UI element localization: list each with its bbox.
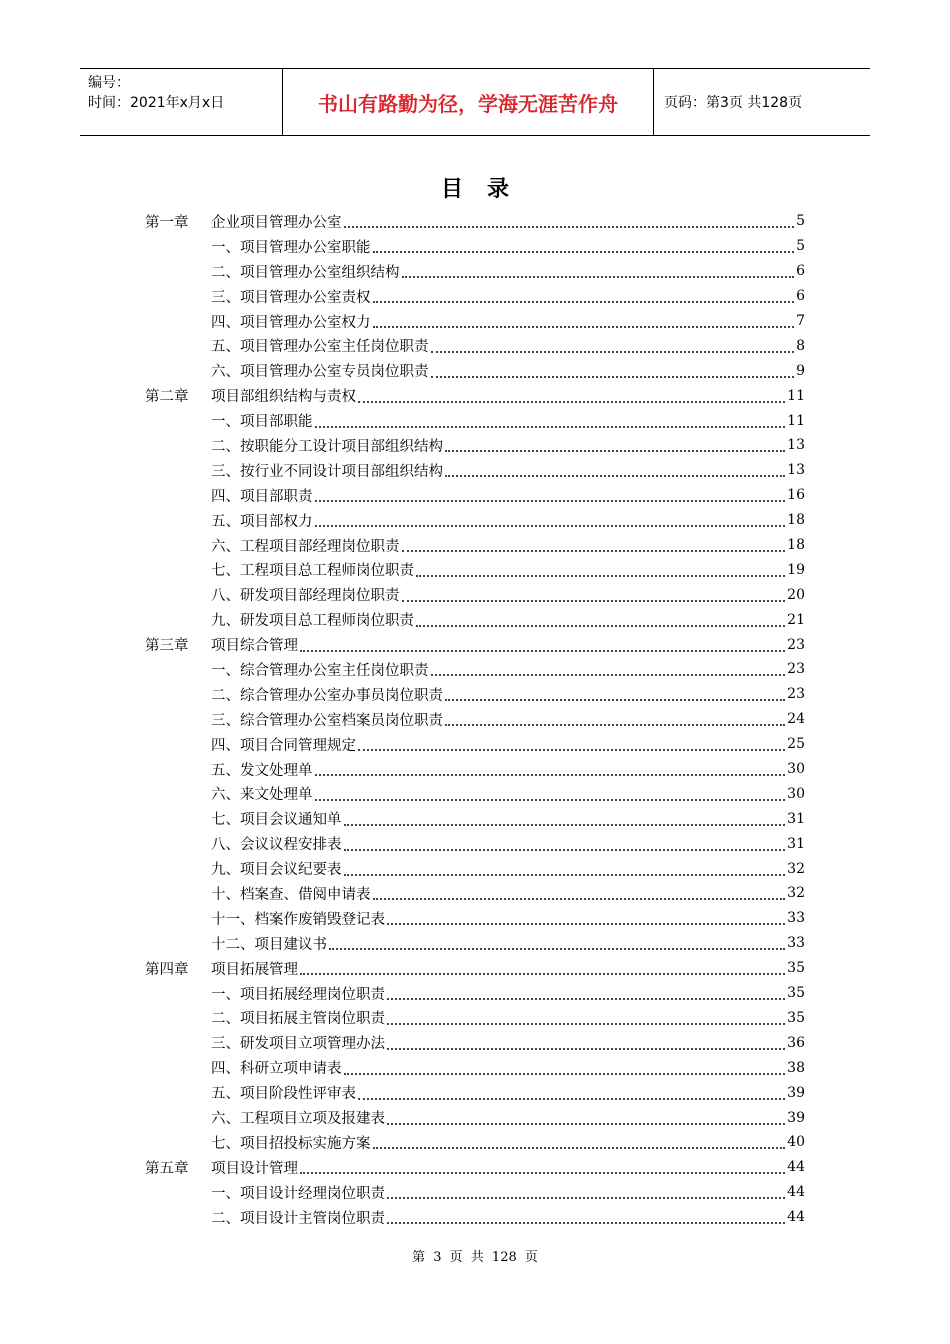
- toc-entry-title: 一、项目部职能: [211, 414, 313, 431]
- toc-leader-dots: [387, 1208, 785, 1224]
- toc-item-row[interactable]: [145, 483, 805, 508]
- toc-leader-dots: [358, 735, 785, 751]
- toc-leader-dots: [344, 810, 786, 826]
- toc-item-row[interactable]: [145, 508, 805, 533]
- toc-item-row[interactable]: [145, 1180, 805, 1205]
- toc-entry-title: 一、项目设计经理岗位职责: [211, 1185, 385, 1202]
- toc-entry-title: 十一、档案作废销毁登记表: [211, 911, 385, 928]
- toc-item-row[interactable]: [145, 1080, 805, 1105]
- toc-entry-title: 六、工程项目部经理岗位职责: [211, 538, 400, 555]
- toc-leader-dots: [445, 461, 785, 477]
- toc-item-row[interactable]: [145, 781, 805, 806]
- toc-entry-title: 三、综合管理办公室档案员岗位职责: [211, 712, 443, 729]
- header-page-info: 页码：第3页 共128页: [664, 95, 803, 111]
- toc-leader-dots: [416, 611, 785, 627]
- toc-item-row[interactable]: [145, 533, 805, 558]
- toc-entry-title: 六、来文处理单: [211, 787, 313, 804]
- toc-item-row[interactable]: [145, 1006, 805, 1031]
- toc-page-number: 23: [787, 636, 805, 653]
- toc-leader-dots: [344, 212, 795, 228]
- page-header: [80, 68, 870, 136]
- toc-entry-title: 五、项目阶段性评审表: [211, 1086, 356, 1103]
- toc-leader-dots: [300, 959, 785, 975]
- toc-page-number: 16: [787, 487, 805, 504]
- toc-entry-title: 十、档案查、借阅申请表: [211, 886, 371, 903]
- toc-leader-dots: [445, 685, 785, 701]
- serial-label: 编号：: [88, 75, 130, 91]
- toc-page-number: 39: [787, 1084, 805, 1101]
- toc-page-number: 19: [787, 561, 805, 578]
- toc-entry-title: 一、项目拓展经理岗位职责: [211, 986, 385, 1003]
- toc-leader-dots: [373, 1133, 786, 1149]
- toc-item-row[interactable]: [145, 981, 805, 1006]
- toc-leader-dots: [387, 1183, 785, 1199]
- toc-page-number: 11: [787, 412, 805, 429]
- toc-leader-dots: [315, 511, 786, 527]
- toc-item-row[interactable]: [145, 856, 805, 881]
- toc-chapter-row[interactable]: [145, 209, 805, 234]
- toc-page-number: 30: [787, 761, 805, 778]
- toc-entry-title: 二、项目拓展主管岗位职责: [211, 1011, 385, 1028]
- toc-leader-dots: [358, 1084, 785, 1100]
- toc-leader-dots: [315, 760, 786, 776]
- toc-page-number: 35: [787, 1009, 805, 1026]
- toc-leader-dots: [373, 287, 795, 303]
- toc-leader-dots: [431, 362, 795, 378]
- toc-item-row[interactable]: [145, 309, 805, 334]
- toc-page-number: 20: [787, 586, 805, 603]
- toc-page-number: 11: [787, 387, 805, 404]
- toc-chapter-number: 第二章: [145, 389, 189, 406]
- toc-item-row[interactable]: [145, 458, 805, 483]
- toc-item-row[interactable]: [145, 259, 805, 284]
- toc-item-row[interactable]: [145, 1105, 805, 1130]
- toc-page-number: 5: [796, 238, 805, 255]
- toc-page-number: 24: [787, 711, 805, 728]
- toc-page-number: 8: [796, 337, 805, 354]
- toc-leader-dots: [445, 436, 785, 452]
- toc-entry-title: 二、按职能分工设计项目部组织结构: [211, 438, 443, 455]
- toc-page-number: 13: [787, 462, 805, 479]
- toc-leader-dots: [387, 1009, 785, 1025]
- toc-chapter-number: 第三章: [145, 638, 189, 655]
- toc-chapter-row[interactable]: [145, 632, 805, 657]
- toc-entry-title: 二、综合管理办公室办事员岗位职责: [211, 687, 443, 704]
- toc-item-row[interactable]: [145, 831, 805, 856]
- toc-item-row[interactable]: [145, 931, 805, 956]
- toc-entry-title: 项目部组织结构与责权: [211, 389, 356, 406]
- toc-entry-title: 四、项目管理办公室权力: [211, 314, 371, 331]
- toc-item-row[interactable]: [145, 358, 805, 383]
- toc-leader-dots: [315, 785, 786, 801]
- toc-leader-dots: [315, 412, 786, 428]
- toc-leader-dots: [402, 586, 786, 602]
- toc-leader-dots: [431, 660, 786, 676]
- toc-page-number: 23: [787, 686, 805, 703]
- toc-item-row[interactable]: [145, 806, 805, 831]
- toc-item-row[interactable]: [145, 1205, 805, 1230]
- toc-item-row[interactable]: [145, 284, 805, 309]
- toc-chapter-number: 第五章: [145, 1160, 189, 1177]
- toc-entry-title: 八、研发项目部经理岗位职责: [211, 588, 400, 605]
- toc-entry-title: 七、项目招投标实施方案: [211, 1135, 371, 1152]
- toc-leader-dots: [344, 1059, 786, 1075]
- toc-chapter-number: 第一章: [145, 214, 189, 231]
- toc-entry-title: 四、项目合同管理规定: [211, 737, 356, 754]
- toc-item-row[interactable]: [145, 433, 805, 458]
- toc-leader-dots: [344, 860, 786, 876]
- toc-entry-title: 八、会议议程安排表: [211, 837, 342, 854]
- page-footer: 第 3 页 共 128 页: [412, 1250, 538, 1265]
- table-of-contents: [145, 209, 805, 1230]
- toc-leader-dots: [373, 237, 795, 253]
- toc-entry-title: 三、按行业不同设计项目部组织结构: [211, 463, 443, 480]
- toc-entry-title: 七、工程项目总工程师岗位职责: [211, 563, 414, 580]
- toc-page-number: 44: [787, 1209, 805, 1226]
- toc-page-number: 44: [787, 1159, 805, 1176]
- toc-item-row[interactable]: [145, 657, 805, 682]
- header-motto: 书山有路勤为径，学海无涯苦作舟: [282, 69, 654, 135]
- toc-page-number: 5: [796, 213, 805, 230]
- toc-page-number: 6: [796, 263, 805, 280]
- toc-entry-title: 三、项目管理办公室责权: [211, 289, 371, 306]
- toc-leader-dots: [387, 909, 785, 925]
- toc-leader-dots: [387, 1034, 785, 1050]
- toc-leader-dots: [373, 312, 795, 328]
- toc-leader-dots: [387, 1109, 785, 1125]
- toc-entry-title: 项目拓展管理: [211, 961, 298, 978]
- toc-item-row[interactable]: [145, 682, 805, 707]
- toc-chapter-row[interactable]: [145, 383, 805, 408]
- toc-item-row[interactable]: [145, 1130, 805, 1155]
- toc-page-number: 35: [787, 960, 805, 977]
- toc-entry-title: 一、项目管理办公室职能: [211, 239, 371, 256]
- toc-page-number: 18: [787, 537, 805, 554]
- toc-item-row[interactable]: [145, 906, 805, 931]
- toc-entry-title: 五、项目管理办公室主任岗位职责: [211, 339, 429, 356]
- toc-page-number: 33: [787, 935, 805, 952]
- toc-page-number: 33: [787, 910, 805, 927]
- toc-entry-title: 一、综合管理办公室主任岗位职责: [211, 662, 429, 679]
- toc-item-row[interactable]: [145, 582, 805, 607]
- toc-leader-dots: [300, 636, 785, 652]
- toc-entry-title: 七、项目会议通知单: [211, 812, 342, 829]
- toc-leader-dots: [431, 337, 795, 353]
- toc-item-row[interactable]: [145, 732, 805, 757]
- toc-page-number: 30: [787, 785, 805, 802]
- toc-page-number: 40: [787, 1134, 805, 1151]
- toc-item-row[interactable]: [145, 557, 805, 582]
- time-label: 时间：2021年x月x日: [88, 95, 225, 111]
- toc-entry-title: 项目设计管理: [211, 1160, 298, 1177]
- toc-page-number: 7: [796, 313, 805, 329]
- toc-item-row[interactable]: [145, 408, 805, 433]
- toc-chapter-number: 第四章: [145, 961, 189, 978]
- toc-item-row[interactable]: [145, 757, 805, 782]
- toc-leader-dots: [358, 387, 785, 403]
- toc-leader-dots: [315, 486, 786, 502]
- toc-entry-title: 五、项目部权力: [211, 513, 313, 530]
- toc-entry-title: 九、项目会议纪要表: [211, 862, 342, 879]
- toc-page-number: 31: [787, 810, 805, 827]
- toc-page-number: 9: [796, 362, 805, 379]
- toc-entry-title: 六、项目管理办公室专员岗位职责: [211, 364, 429, 381]
- toc-page-number: 6: [796, 288, 805, 305]
- toc-leader-dots: [329, 934, 785, 950]
- toc-page-number: 23: [787, 661, 805, 678]
- toc-page-number: 31: [787, 835, 805, 852]
- toc-entry-title: 二、项目设计主管岗位职责: [211, 1210, 385, 1227]
- toc-entry-title: 三、研发项目立项管理办法: [211, 1036, 385, 1053]
- toc-entry-title: 项目综合管理: [211, 638, 298, 655]
- toc-entry-title: 四、项目部职责: [211, 488, 313, 505]
- toc-chapter-row[interactable]: [145, 1155, 805, 1180]
- toc-leader-dots: [373, 884, 786, 900]
- toc-entry-title: 九、研发项目总工程师岗位职责: [211, 613, 414, 630]
- toc-page-number: 38: [787, 1059, 805, 1076]
- toc-item-row[interactable]: [145, 881, 805, 906]
- toc-entry-title: 二、项目管理办公室组织结构: [211, 264, 400, 281]
- toc-item-row[interactable]: [145, 333, 805, 358]
- header-meta: [80, 69, 282, 135]
- toc-item-row[interactable]: [145, 707, 805, 732]
- toc-page-number: 36: [787, 1034, 805, 1051]
- toc-entry-title: 企业项目管理办公室: [211, 214, 342, 231]
- toc-item-row[interactable]: [145, 234, 805, 259]
- toc-leader-dots: [402, 262, 795, 278]
- toc-item-row[interactable]: [145, 607, 805, 632]
- toc-item-row[interactable]: [145, 1030, 805, 1055]
- toc-leader-dots: [445, 710, 785, 726]
- toc-page-number: 25: [787, 736, 805, 753]
- toc-chapter-row[interactable]: [145, 956, 805, 981]
- page-title: 目录: [440, 177, 533, 202]
- toc-entry-title: 六、工程项目立项及报建表: [211, 1111, 385, 1127]
- toc-leader-dots: [402, 536, 786, 552]
- toc-leader-dots: [344, 835, 786, 851]
- toc-entry-title: 十二、项目建议书: [211, 936, 327, 953]
- toc-page-number: 44: [787, 1184, 805, 1201]
- toc-page-number: 21: [787, 611, 805, 628]
- toc-leader-dots: [387, 984, 785, 1000]
- toc-leader-dots: [416, 561, 785, 577]
- toc-page-number: 35: [787, 985, 805, 1002]
- toc-entry-title: 五、发文处理单: [211, 762, 313, 779]
- toc-page-number: 18: [787, 512, 805, 529]
- toc-page-number: 32: [787, 860, 805, 877]
- toc-page-number: 32: [787, 885, 805, 902]
- toc-page-number: 13: [787, 437, 805, 454]
- toc-page-number: 39: [787, 1109, 805, 1126]
- toc-leader-dots: [300, 1158, 785, 1174]
- toc-item-row[interactable]: [145, 1055, 805, 1080]
- toc-entry-title: 四、科研立项申请表: [211, 1061, 342, 1078]
